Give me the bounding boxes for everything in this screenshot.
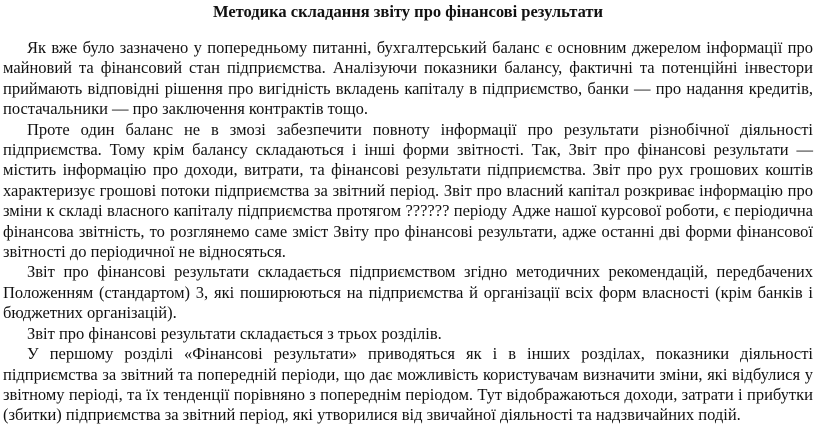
document-title: Методика складання звіту про фінансові результати [212,2,604,21]
paragraph-3: Звіт про фінансові результати складається підприємством згідно методичних рекомендацій, передбачених Положенням (стандартом) 3, які поширюються на підприємства й організації всіх форм власності (крім банків і бюджетних організацій). [3,262,813,323]
paragraph-4: Звіт про фінансові результати складається з трьох розділів. [27,323,442,343]
paragraph-5: У першому розділі «Фінансові результати» приводяться як і в інших розділах, показники діяльності підприємства за звітний та попередній періоди, що дає можливість користувачам визначити зміни, які відбулися у звітному періоді, та їх тенденції порівняно з попереднім періодом. Тут відображаються доходи, затрати і прибутки (збитки) підприємства за звітний період, які утворилися від звичайної діяльності та надзвичайних подій. [3,344,813,425]
paragraph-1: Як вже було зазначено у попередньому питанні, бухгалтерський баланс є основним джерелом інформації про майновий та фінансовий стан підприємства. Аналізуючи показники балансу, фактичні та потенційні інвестори приймають відповідні рішення про вигідність вкладень капіталу в підприємство, банки — про надання кредитів, постачальники — про заключення контрактів тощо. [3,38,813,119]
paragraph-2: Проте один баланс не в змозі забезпечити повноту інформації про результати різнобічної діяльності підприємства. Тому крім балансу складаються і інші форми звітності. Так, Звіт про фінансові результати — містить інформацію про доходи, витрати, та фінансові результати підприємства. Звіт про рух грошових коштів характеризує грошові потоки підприємства за звітний період. Звіт про власний капітал розкриває інформацію про зміни к складі власного капіталу підприємства протягом ?????? періоду Адже нашої курсової роботи, є періодична фінансова звітність, то розглянемо саме зміст Звіту про фінансові результати, адже останні дві форми фінансової звітності до періодичної не відносяться. [3,119,813,262]
